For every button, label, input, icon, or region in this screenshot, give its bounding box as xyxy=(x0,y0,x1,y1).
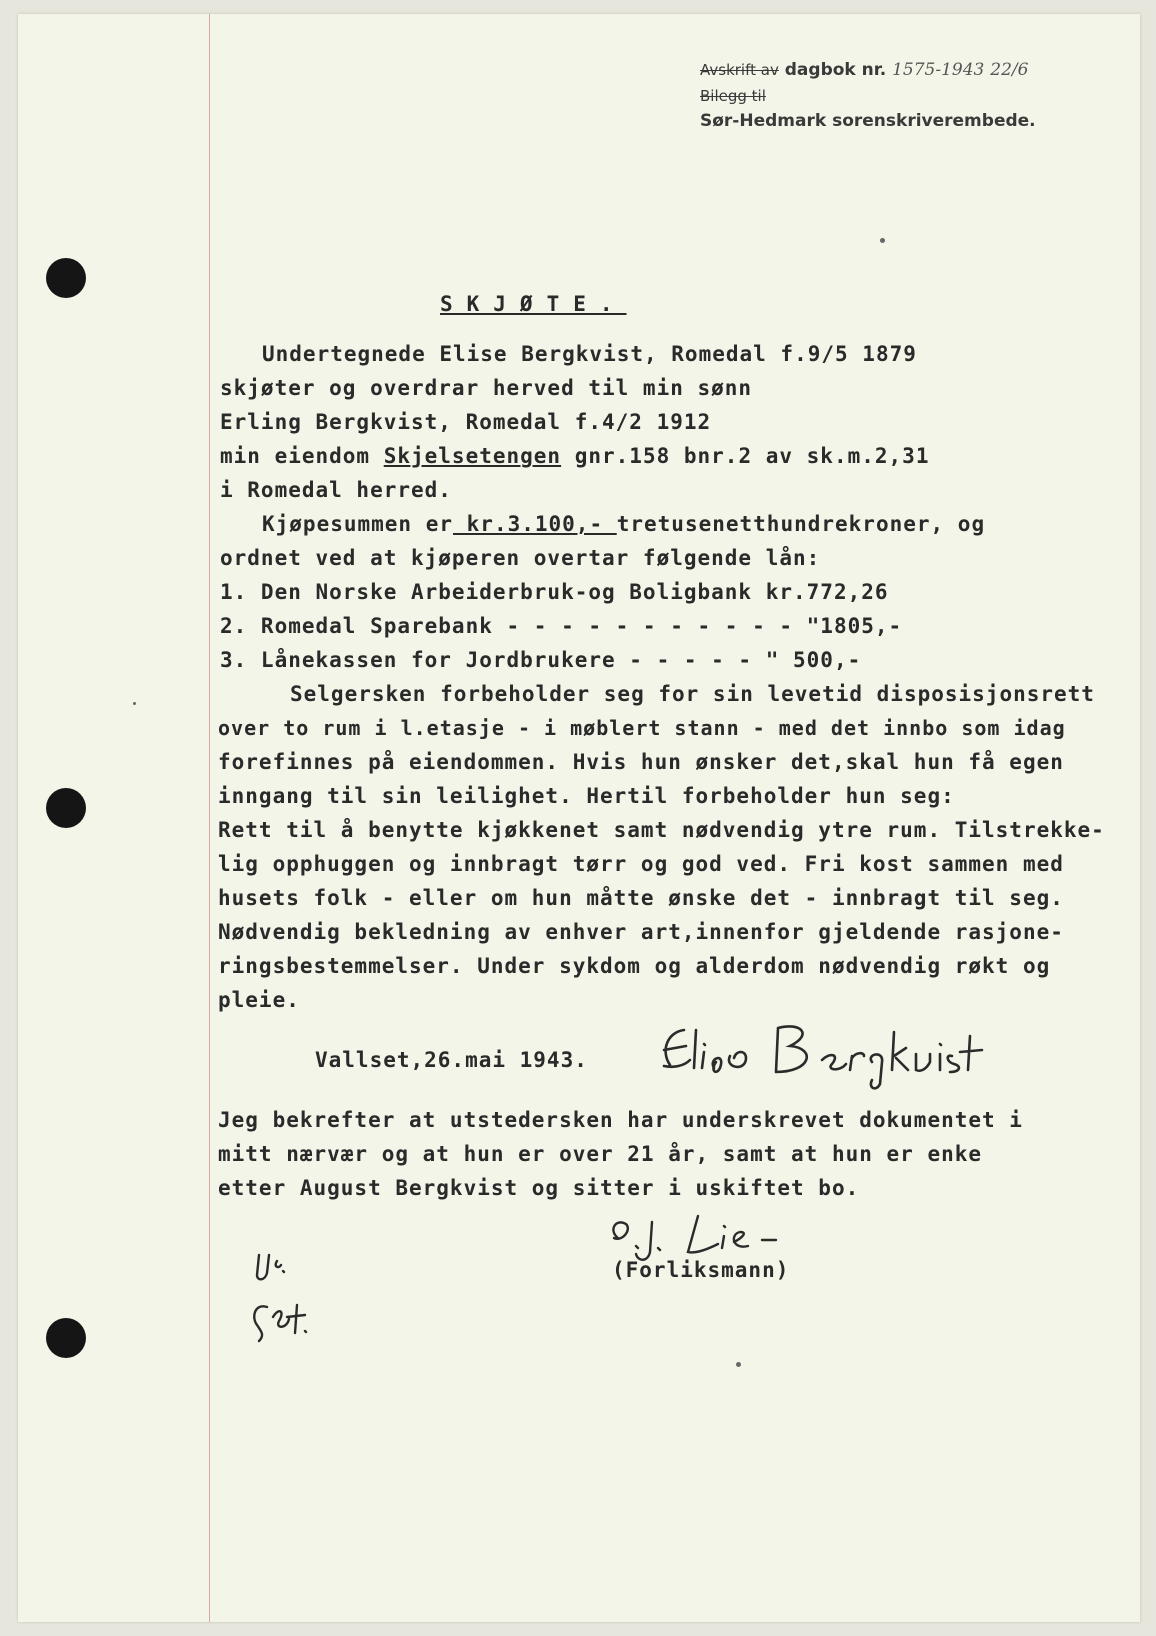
body-line-property: min eiendom Skjelsetengen gnr.158 bnr.2 av sk.m.2,31 xyxy=(220,444,930,468)
price-line: Kjøpesummen er kr.3.100,- tretusenetthundrekroner, og xyxy=(262,512,986,536)
terms-line: inngang til sin leilighet. Hertil forbeholder hun seg: xyxy=(218,784,955,808)
punch-hole xyxy=(46,258,86,298)
terms-line: Selgersken forbeholder seg for sin levetid disposisjonsrett xyxy=(290,682,1095,706)
terms-line: Nødvendig bekledning av enhver art,innenfor gjeldende rasjone- xyxy=(218,920,1064,944)
terms-line: forefinnes på eiendommen. Hvis hun ønsker det,skal hun få egen xyxy=(218,750,1064,774)
body-line: Undertegnede Elise Bergkvist, Romedal f.9/5 1879 xyxy=(262,342,917,366)
terms-line: Rett til å benytte kjøkkenet samt nødvendig ytre rum. Tilstrekke- xyxy=(218,818,1105,842)
paper-speck xyxy=(133,702,136,705)
terms-line: pleie. xyxy=(218,988,300,1012)
property-name: Skjelsetengen xyxy=(383,444,562,468)
initials-signature xyxy=(245,1245,335,1355)
punch-hole xyxy=(46,788,86,828)
stamp-date: 22/6 xyxy=(990,60,1029,80)
paper-speck xyxy=(880,238,885,243)
body-line: i Romedal herred. xyxy=(220,478,452,502)
confirmation-line: mitt nærvær og at hun er over 21 år, samt at hun er enke xyxy=(218,1142,983,1166)
terms-line: husets folk - eller om hun måtte ønske det - innbragt til seg. xyxy=(218,886,1064,910)
punch-hole xyxy=(46,1318,86,1358)
confirmation-line: etter August Bergkvist og sitter i uskiftet bo. xyxy=(218,1176,860,1200)
stamp-diary-label: dagbok nr. xyxy=(784,60,887,80)
margin-line xyxy=(209,14,210,1622)
terms-line: over to rum i l.etasje - i møblert stann - med det innbo som idag xyxy=(218,716,1066,740)
stamp-office: Sør-Hedmark sorenskriverembede. xyxy=(700,111,1036,131)
place-date: Vallset,26.mai 1943. xyxy=(315,1048,588,1072)
loan-item: 3. Lånekassen for Jordbrukere - - - - - " 500,- xyxy=(220,648,862,672)
body-line: Erling Bergkvist, Romedal f.4/2 1912 xyxy=(220,410,712,434)
terms-line: lig opphuggen og innbragt tørr og god ved. Fri kost sammen med xyxy=(218,852,1064,876)
registry-stamp xyxy=(700,58,1036,135)
confirmation-line: Jeg bekrefter at utstedersken har underskrevet dokumentet i xyxy=(218,1108,1023,1132)
loan-item: 2. Romedal Sparebank - - - - - - - - - - - "1805,- xyxy=(220,614,903,638)
paper-speck xyxy=(736,1362,741,1367)
body-line: skjøter og overdrar herved til min sønn xyxy=(220,376,753,400)
stamp-struck-text-2: Bilegg til xyxy=(700,86,766,105)
document-title: SKJØTE. xyxy=(440,292,627,316)
stamp-diary-number: 1575-1943 xyxy=(892,60,985,80)
loans-intro: ordnet ved at kjøperen overtar følgende lån: xyxy=(220,546,821,570)
stamp-struck-text: Avskrift av xyxy=(700,61,779,79)
witness-role: (Forliksmann) xyxy=(612,1258,790,1282)
price-amount: kr.3.100,- xyxy=(453,512,617,536)
loan-item: 1. Den Norske Arbeiderbruk-og Boligbank kr.772,26 xyxy=(220,580,889,604)
terms-line: ringsbestemmelser. Under sykdom og alderdom nødvendig røkt og xyxy=(218,954,1051,978)
seller-signature xyxy=(650,1010,1010,1090)
